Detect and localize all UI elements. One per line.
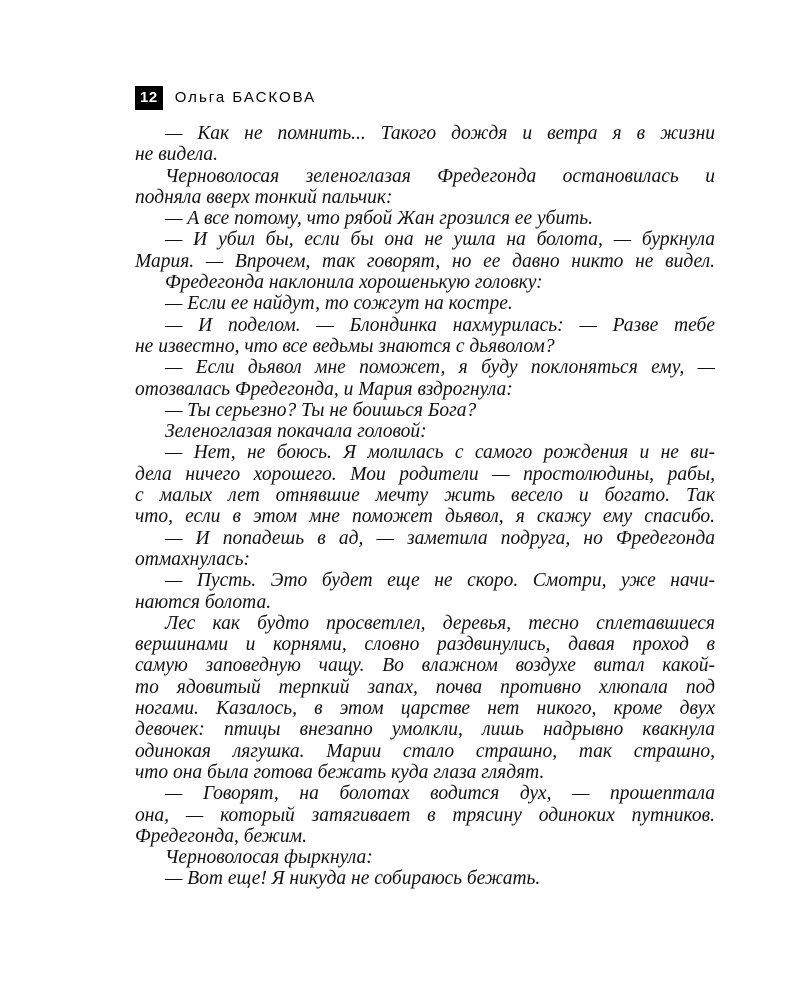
text-line: не видела. [135,144,219,166]
text-line: Лес как будто просветлел, деревья, тесно сплетавшиеся [165,612,715,634]
text-line: — Если дьявол мне поможет, я буду поклоняться ему, — [165,357,715,379]
body-text [135,123,715,890]
text-line: — Как не помнить... Такого дождя и ветра я в жизни [165,123,715,144]
text-line: что она была готова бежать куда глаза глядят. [135,761,545,783]
text-line: Фредегонда наклонила хорошенькую головку: [165,272,543,294]
text-line: девочек: птицы внезапно умолкли, лишь надрывно квакнула [135,719,715,741]
text-line: Мария. — Впрочем, так говорят, но ее давно никто не видел. [135,250,715,272]
text-line: ногами. Казалось, в этом царстве нет никого, кроме двух [135,698,715,720]
text-line: с малых лет отнявшие мечту жить весело и богато. Так [135,485,715,507]
text-line: — Нет, не боюсь. Я молилась с самого рождения и не ви- [165,442,715,464]
text-line: — Если ее найдут, то сожгут на костре. [165,293,513,315]
text-line: вершинами и корнями, словно раздвинулись, давая проход в [135,634,715,656]
text-line: отозвалась Фредегонда, и Мария вздрогнула: [135,378,513,400]
text-line: самую заповедную чащу. Во влажном воздухе витал какой- [135,655,715,677]
text-line: подняла вверх тонкий пальчик: [135,186,393,208]
text-line: Черноволосая зеленоглазая Фредегонда остановилась и [165,165,715,187]
text-line: — Говорят, на болотах водится дух, — прошептала [165,783,715,805]
author-name: Ольга БАСКОВА [174,89,317,106]
page-number: 12 [135,86,163,110]
text-line: дела ничего хорошего. Мои родители — простолюдины, рабы, [135,463,715,485]
text-line: — Ты серьезно? Ты не боишься Бога? [165,399,477,421]
text-line: то ядовитый терпкий запах, почва противно хлюпала под [135,676,715,698]
text-line: — А все потому, что рябой Жан грозился ее убить. [165,208,594,230]
text-line: Зеленоглазая покачала головой: [165,421,427,443]
text-line: наются болота. [135,591,272,613]
text-line: не известно, что все ведьмы знаются с дьяволом? [135,335,555,357]
text-line: — И попадешь в ад, — заметила подруга, но Фредегонда [165,527,715,549]
text-line: что, если в этом мне поможет дьявол, я скажу ему спасибо. [135,506,715,528]
text-line: Фредегонда, бежим. [135,825,307,847]
text-line: Черноволосая фыркнула: [165,847,373,869]
text-line: отмахнулась: [135,548,251,570]
running-header [135,86,316,110]
text-line: одинокая лягушка. Марии стало страшно, так страшно, [135,740,715,762]
text-line: она, — который затягивает в трясину одиноких путников. [135,804,715,826]
text-line: — И убил бы, если бы она не ушла на болота, — буркнула [165,229,715,251]
text-line: — Вот еще! Я никуда не собираюсь бежать. [165,868,541,890]
text-line: — Пусть. Это будет еще не скоро. Смотри, уже начи- [165,570,715,592]
text-line: — И поделом. — Блондинка нахмурилась: — Разве тебе [165,314,715,336]
